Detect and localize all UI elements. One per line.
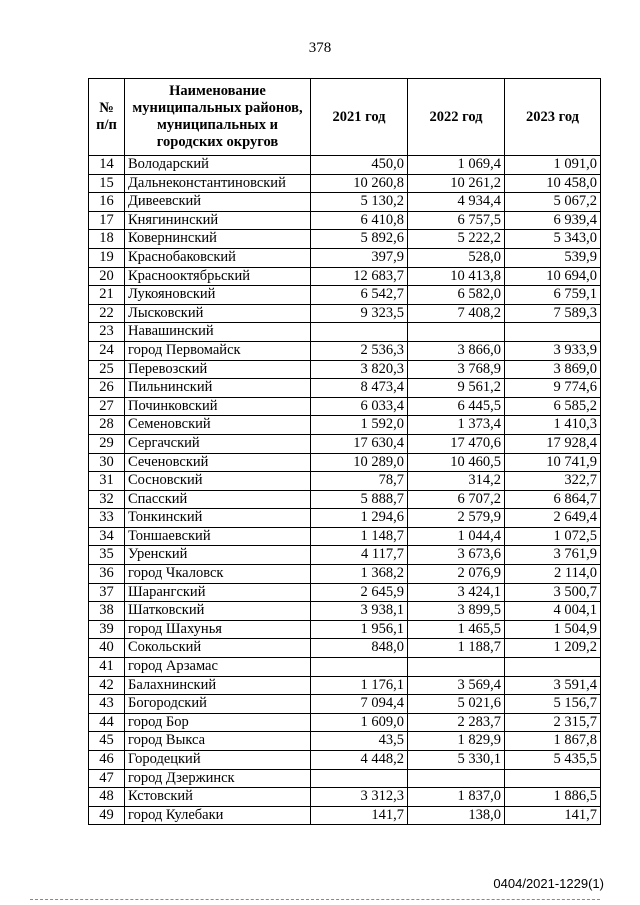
- value-2021: 1 294,6: [311, 509, 408, 528]
- table-row: [89, 751, 601, 770]
- value-2021: 10 289,0: [311, 453, 408, 472]
- row-name: Княгининский: [125, 211, 311, 230]
- table-row: [89, 267, 601, 286]
- row-number: 46: [89, 751, 125, 770]
- table-row: [89, 769, 601, 788]
- value-2022: 6 445,5: [408, 397, 505, 416]
- table-header: [89, 79, 601, 156]
- table-row: [89, 248, 601, 267]
- value-2021: 3 820,3: [311, 360, 408, 379]
- value-2023: 141,7: [505, 806, 601, 825]
- row-name: Шатковский: [125, 602, 311, 621]
- row-name: Семеновский: [125, 416, 311, 435]
- value-2021: 78,7: [311, 472, 408, 491]
- page-number: 378: [308, 40, 332, 56]
- row-name: Краснобаковский: [125, 248, 311, 267]
- row-number: 35: [89, 546, 125, 565]
- table-row: [89, 676, 601, 695]
- row-name: Ковернинский: [125, 230, 311, 249]
- table-row: [89, 788, 601, 807]
- table-row: [89, 453, 601, 472]
- value-2022: 5 021,6: [408, 695, 505, 714]
- value-2022: [408, 769, 505, 788]
- row-number: 27: [89, 397, 125, 416]
- value-2022: 528,0: [408, 248, 505, 267]
- row-number: 47: [89, 769, 125, 788]
- row-number: 43: [89, 695, 125, 714]
- value-2023: 1 867,8: [505, 732, 601, 751]
- value-2022: 5 330,1: [408, 751, 505, 770]
- row-name: Дивеевский: [125, 193, 311, 212]
- value-2023: 17 928,4: [505, 434, 601, 453]
- value-2023: [505, 658, 601, 677]
- value-2021: 5 888,7: [311, 490, 408, 509]
- value-2023: 1 072,5: [505, 527, 601, 546]
- row-name: Дальнеконстантиновский: [125, 174, 311, 193]
- row-number: 34: [89, 527, 125, 546]
- header-number: № п/п: [89, 79, 125, 156]
- row-name: Краснооктябрьский: [125, 267, 311, 286]
- value-2021: 8 473,4: [311, 379, 408, 398]
- table-row: [89, 695, 601, 714]
- table-row: [89, 416, 601, 435]
- table-row: [89, 379, 601, 398]
- value-2022: [408, 658, 505, 677]
- value-2022: 314,2: [408, 472, 505, 491]
- value-2023: 322,7: [505, 472, 601, 491]
- row-name: Спасский: [125, 490, 311, 509]
- row-name: Сосновский: [125, 472, 311, 491]
- table-row: [89, 323, 601, 342]
- value-2021: 848,0: [311, 639, 408, 658]
- table-row: [89, 304, 601, 323]
- value-2023: 3 869,0: [505, 360, 601, 379]
- value-2023: 6 585,2: [505, 397, 601, 416]
- value-2021: 397,9: [311, 248, 408, 267]
- value-2021: 6 033,4: [311, 397, 408, 416]
- value-2021: [311, 323, 408, 342]
- row-number: 48: [89, 788, 125, 807]
- table-row: [89, 602, 601, 621]
- row-number: 29: [89, 434, 125, 453]
- value-2022: 17 470,6: [408, 434, 505, 453]
- value-2023: 5 343,0: [505, 230, 601, 249]
- value-2021: 9 323,5: [311, 304, 408, 323]
- table-row: [89, 546, 601, 565]
- table-row: [89, 230, 601, 249]
- value-2023: 2 315,7: [505, 713, 601, 732]
- value-2022: 3 673,6: [408, 546, 505, 565]
- value-2021: 3 312,3: [311, 788, 408, 807]
- row-name: Навашинский: [125, 323, 311, 342]
- value-2021: 4 117,7: [311, 546, 408, 565]
- row-number: 25: [89, 360, 125, 379]
- bottom-divider: [30, 899, 600, 900]
- value-2021: 17 630,4: [311, 434, 408, 453]
- value-2022: 1 465,5: [408, 620, 505, 639]
- table-row: [89, 434, 601, 453]
- row-number: 14: [89, 156, 125, 175]
- value-2021: 1 609,0: [311, 713, 408, 732]
- table-row: [89, 509, 601, 528]
- row-name: город Первомайск: [125, 341, 311, 360]
- value-2022: 6 707,2: [408, 490, 505, 509]
- value-2022: 1 373,4: [408, 416, 505, 435]
- row-name: Сокольский: [125, 639, 311, 658]
- value-2023: 10 694,0: [505, 267, 601, 286]
- value-2021: 10 260,8: [311, 174, 408, 193]
- row-number: 31: [89, 472, 125, 491]
- value-2023: 6 939,4: [505, 211, 601, 230]
- row-number: 49: [89, 806, 125, 825]
- value-2022: 10 413,8: [408, 267, 505, 286]
- value-2022: 138,0: [408, 806, 505, 825]
- row-number: 26: [89, 379, 125, 398]
- value-2021: 4 448,2: [311, 751, 408, 770]
- value-2023: 4 004,1: [505, 602, 601, 621]
- value-2023: 6 864,7: [505, 490, 601, 509]
- value-2022: 2 076,9: [408, 565, 505, 584]
- value-2022: 10 261,2: [408, 174, 505, 193]
- row-number: 24: [89, 341, 125, 360]
- table-row: [89, 658, 601, 677]
- value-2021: 1 368,2: [311, 565, 408, 584]
- value-2023: 6 759,1: [505, 286, 601, 305]
- value-2022: 2 283,7: [408, 713, 505, 732]
- row-name: Володарский: [125, 156, 311, 175]
- row-name: Богородский: [125, 695, 311, 714]
- row-name: город Арзамас: [125, 658, 311, 677]
- value-2021: [311, 769, 408, 788]
- row-name: Сергачский: [125, 434, 311, 453]
- table-body: [89, 156, 601, 825]
- document-code: 0404/2021-1229(1): [493, 876, 604, 891]
- row-name: город Дзержинск: [125, 769, 311, 788]
- header-2021: 2021 год: [311, 79, 408, 156]
- row-name: Починковский: [125, 397, 311, 416]
- value-2022: 3 569,4: [408, 676, 505, 695]
- row-name: Тонкинский: [125, 509, 311, 528]
- value-2023: 1 410,3: [505, 416, 601, 435]
- value-2021: 43,5: [311, 732, 408, 751]
- value-2023: 1 091,0: [505, 156, 601, 175]
- table-row: [89, 397, 601, 416]
- value-2022: 1 837,0: [408, 788, 505, 807]
- row-number: 41: [89, 658, 125, 677]
- row-number: 21: [89, 286, 125, 305]
- value-2022: 2 579,9: [408, 509, 505, 528]
- value-2022: 1 044,4: [408, 527, 505, 546]
- value-2021: 1 956,1: [311, 620, 408, 639]
- row-name: город Шахунья: [125, 620, 311, 639]
- table-row: [89, 211, 601, 230]
- value-2023: 1 504,9: [505, 620, 601, 639]
- value-2022: 4 934,4: [408, 193, 505, 212]
- row-number: 36: [89, 565, 125, 584]
- value-2023: 1 209,2: [505, 639, 601, 658]
- row-name: город Выкса: [125, 732, 311, 751]
- header-name: Наименование муниципальных районов, муниципальных и городских округов: [125, 79, 311, 156]
- table-row: [89, 490, 601, 509]
- row-number: 18: [89, 230, 125, 249]
- row-number: 37: [89, 583, 125, 602]
- value-2023: 7 589,3: [505, 304, 601, 323]
- row-name: Лысковский: [125, 304, 311, 323]
- value-2023: 2 114,0: [505, 565, 601, 584]
- table-row: [89, 732, 601, 751]
- value-2021: 12 683,7: [311, 267, 408, 286]
- table-row: [89, 286, 601, 305]
- value-2023: 3 933,9: [505, 341, 601, 360]
- value-2021: 2 645,9: [311, 583, 408, 602]
- header-2023: 2023 год: [505, 79, 601, 156]
- row-name: Перевозский: [125, 360, 311, 379]
- value-2023: 10 458,0: [505, 174, 601, 193]
- value-2021: [311, 658, 408, 677]
- value-2021: 5 130,2: [311, 193, 408, 212]
- value-2022: 1 829,9: [408, 732, 505, 751]
- table-row: [89, 527, 601, 546]
- row-number: 20: [89, 267, 125, 286]
- row-number: 40: [89, 639, 125, 658]
- row-number: 19: [89, 248, 125, 267]
- value-2021: 5 892,6: [311, 230, 408, 249]
- row-number: 45: [89, 732, 125, 751]
- row-number: 44: [89, 713, 125, 732]
- table-row: [89, 620, 601, 639]
- value-2022: 6 757,5: [408, 211, 505, 230]
- table-row: [89, 156, 601, 175]
- value-2022: 6 582,0: [408, 286, 505, 305]
- table-row: [89, 360, 601, 379]
- value-2023: 10 741,9: [505, 453, 601, 472]
- table-row: [89, 193, 601, 212]
- value-2023: 5 067,2: [505, 193, 601, 212]
- value-2021: 1 148,7: [311, 527, 408, 546]
- value-2022: [408, 323, 505, 342]
- value-2023: 9 774,6: [505, 379, 601, 398]
- row-number: 38: [89, 602, 125, 621]
- table-row: [89, 565, 601, 584]
- value-2022: 3 899,5: [408, 602, 505, 621]
- row-name: Лукояновский: [125, 286, 311, 305]
- table-row: [89, 472, 601, 491]
- value-2023: 2 649,4: [505, 509, 601, 528]
- row-number: 42: [89, 676, 125, 695]
- value-2023: 3 591,4: [505, 676, 601, 695]
- row-name: Городецкий: [125, 751, 311, 770]
- value-2021: 6 542,7: [311, 286, 408, 305]
- row-number: 17: [89, 211, 125, 230]
- row-name: Сеченовский: [125, 453, 311, 472]
- table-row: [89, 583, 601, 602]
- value-2021: 6 410,8: [311, 211, 408, 230]
- value-2023: 5 435,5: [505, 751, 601, 770]
- value-2022: 9 561,2: [408, 379, 505, 398]
- table-row: [89, 639, 601, 658]
- row-name: Пильнинский: [125, 379, 311, 398]
- value-2021: 3 938,1: [311, 602, 408, 621]
- value-2022: 5 222,2: [408, 230, 505, 249]
- row-name: Балахнинский: [125, 676, 311, 695]
- value-2022: 3 424,1: [408, 583, 505, 602]
- row-number: 30: [89, 453, 125, 472]
- row-name: Тоншаевский: [125, 527, 311, 546]
- row-name: Кстовский: [125, 788, 311, 807]
- value-2022: 10 460,5: [408, 453, 505, 472]
- budget-table: [88, 78, 601, 825]
- row-number: 28: [89, 416, 125, 435]
- row-number: 16: [89, 193, 125, 212]
- value-2023: 1 886,5: [505, 788, 601, 807]
- row-name: Уренский: [125, 546, 311, 565]
- value-2021: 7 094,4: [311, 695, 408, 714]
- row-number: 39: [89, 620, 125, 639]
- table-row: [89, 174, 601, 193]
- row-name: город Кулебаки: [125, 806, 311, 825]
- value-2023: 3 761,9: [505, 546, 601, 565]
- value-2021: 141,7: [311, 806, 408, 825]
- row-number: 22: [89, 304, 125, 323]
- value-2021: 450,0: [311, 156, 408, 175]
- row-name: город Чкаловск: [125, 565, 311, 584]
- value-2022: 7 408,2: [408, 304, 505, 323]
- row-name: город Бор: [125, 713, 311, 732]
- row-number: 32: [89, 490, 125, 509]
- row-number: 33: [89, 509, 125, 528]
- table-row: [89, 341, 601, 360]
- value-2022: 1 188,7: [408, 639, 505, 658]
- table-row: [89, 806, 601, 825]
- row-number: 15: [89, 174, 125, 193]
- value-2023: [505, 769, 601, 788]
- value-2022: 3 866,0: [408, 341, 505, 360]
- header-2022: 2022 год: [408, 79, 505, 156]
- value-2023: 5 156,7: [505, 695, 601, 714]
- value-2022: 1 069,4: [408, 156, 505, 175]
- value-2023: [505, 323, 601, 342]
- row-name: Шарангский: [125, 583, 311, 602]
- value-2021: 2 536,3: [311, 341, 408, 360]
- value-2021: 1 176,1: [311, 676, 408, 695]
- row-number: 23: [89, 323, 125, 342]
- value-2023: 3 500,7: [505, 583, 601, 602]
- table-row: [89, 713, 601, 732]
- value-2022: 3 768,9: [408, 360, 505, 379]
- value-2023: 539,9: [505, 248, 601, 267]
- value-2021: 1 592,0: [311, 416, 408, 435]
